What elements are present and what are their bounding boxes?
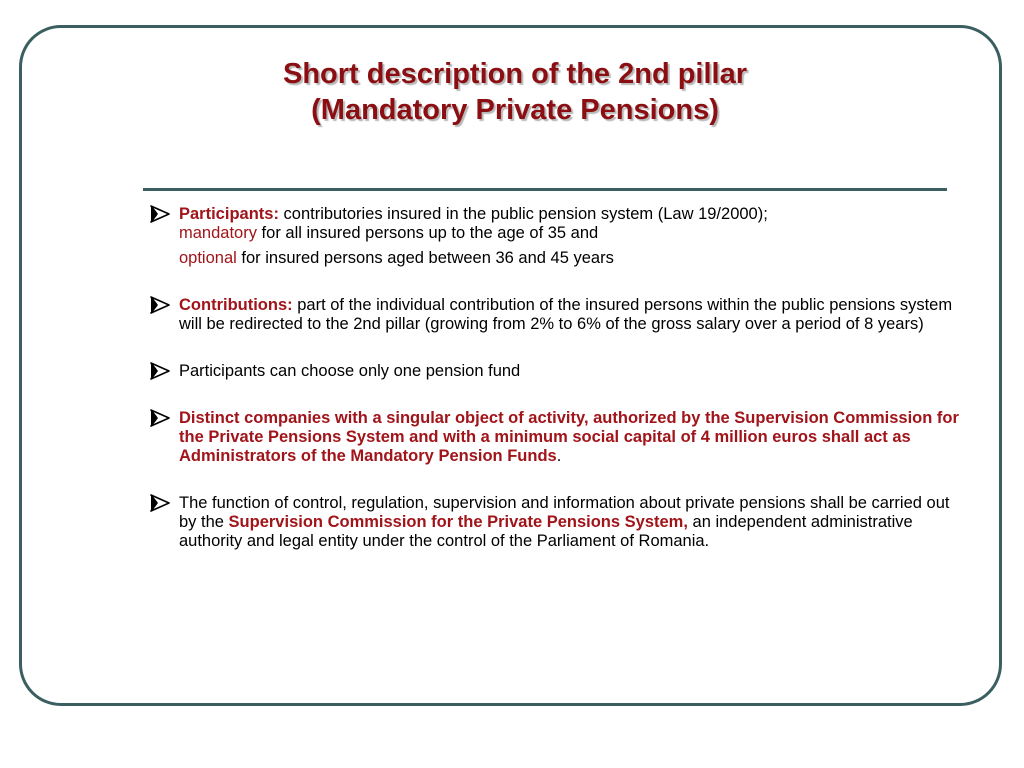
- list-item: [146, 296, 966, 334]
- list-item: [146, 205, 966, 268]
- single-fund-text: Participants can choose only one pension fund: [179, 362, 521, 380]
- list-item: [146, 409, 966, 466]
- optional-text: for insured persons aged between 36 and 45 years: [236, 249, 614, 267]
- title-line-1: Short description of the 2nd pillar: [282, 58, 748, 90]
- participants-text: contributories insured in the public pension system (Law 19/2000);: [278, 205, 768, 223]
- list-item: [146, 494, 966, 551]
- administrators-end: .: [556, 447, 562, 465]
- optional-word: optional: [179, 249, 237, 267]
- list-item: [146, 362, 966, 381]
- contributions-text: part of the individual contribution of the insured persons within the public pensions system will be redirected to the 2nd pillar (growing from 2% to 6% of the gross salary over a period of 8 years): [179, 296, 953, 333]
- title-divider: [143, 188, 947, 191]
- control-text-b: an independent administrative authority and legal entity under the control of the Parliament of Romania.: [179, 513, 913, 550]
- arrow-bullet-icon: [149, 204, 171, 224]
- mandatory-text: for all insured persons up to the age of 35 and: [256, 224, 599, 242]
- arrow-bullet-icon: [149, 408, 171, 428]
- arrow-bullet-icon: [149, 295, 171, 315]
- supervision-commission-highlight: Supervision Commission for the Private Pensions System,: [228, 513, 688, 531]
- bullet-list: [146, 205, 966, 572]
- control-text-a: The function of control, regulation, supervision and information about private pensions shall be carried out by the: [179, 494, 950, 531]
- title-line-2: (Mandatory Private Pensions): [311, 94, 719, 126]
- slide-title: [150, 56, 880, 128]
- arrow-bullet-icon: [149, 361, 171, 381]
- contributions-label: Contributions:: [179, 296, 293, 314]
- mandatory-word: mandatory: [179, 224, 257, 242]
- participants-label: Participants:: [179, 205, 279, 223]
- arrow-bullet-icon: [149, 493, 171, 513]
- administrators-text: Distinct companies with a singular object of activity, authorized by the Supervision Commission for the Private Pensions System and with a minimum social capital of 4 million euros shall act as Administrators of the Mandatory Pension Funds: [179, 409, 959, 465]
